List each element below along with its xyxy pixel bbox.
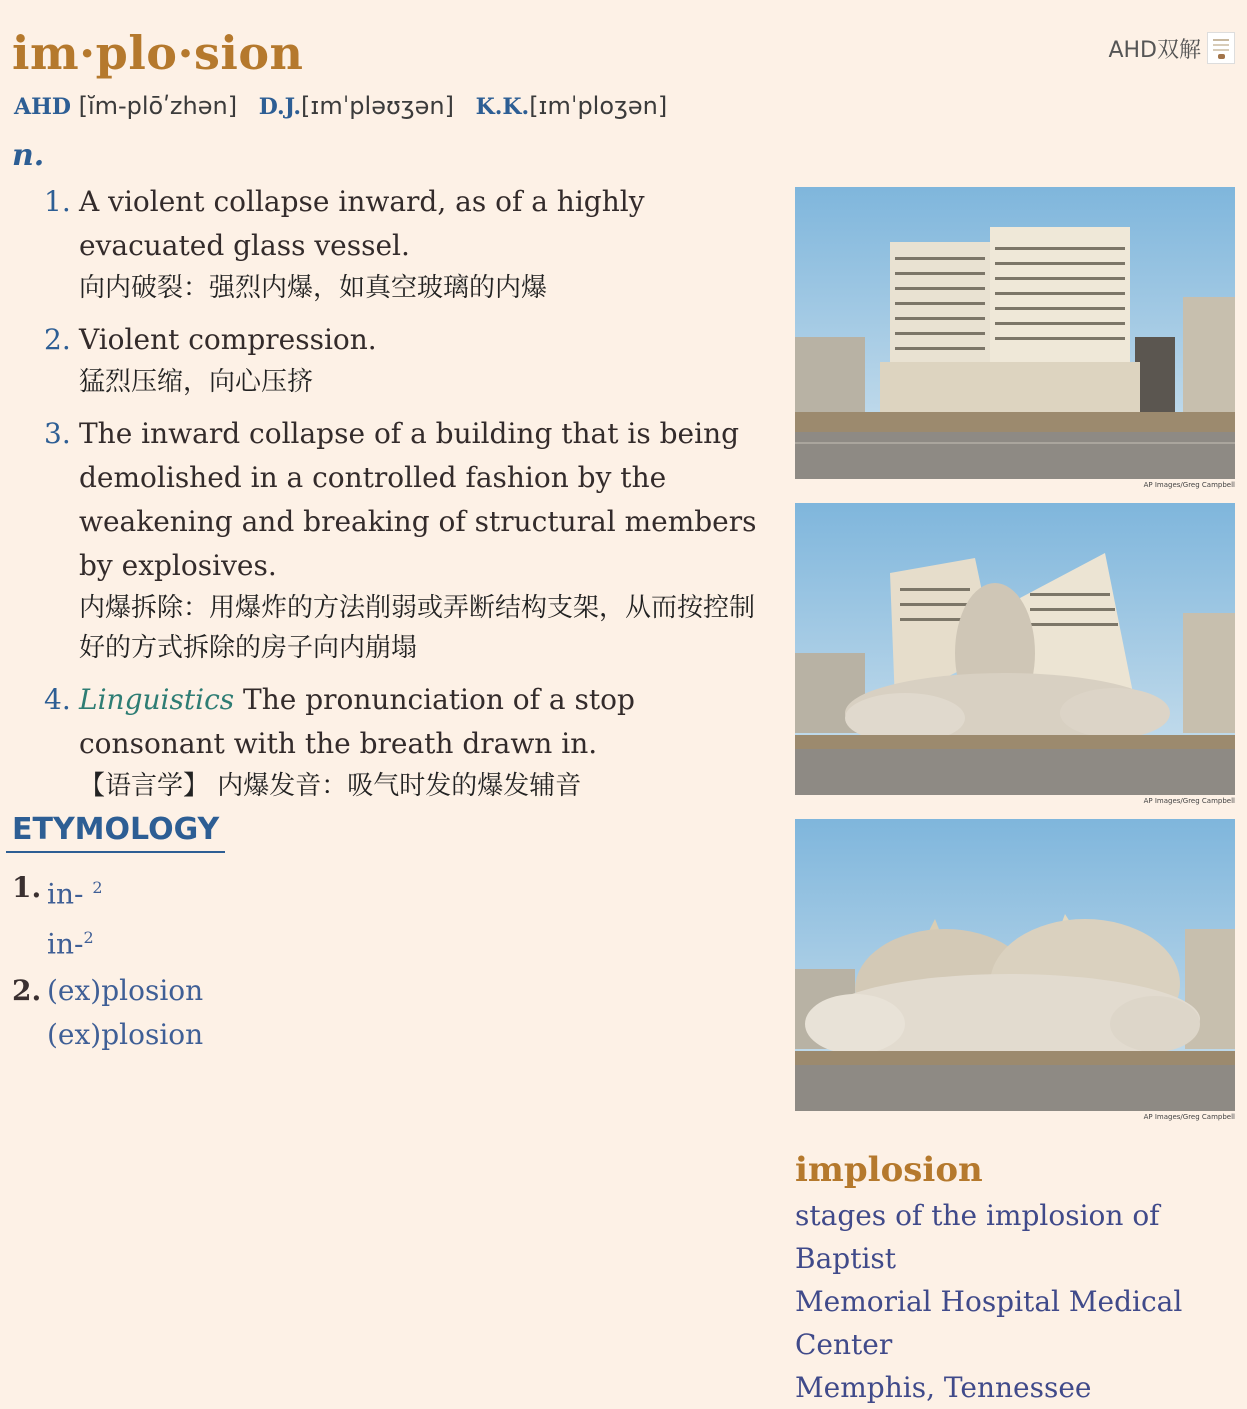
- sense-number: 2.: [44, 323, 71, 356]
- sense-list: [44, 180, 774, 816]
- photo-credit: AP Images/Greg Campbell: [1143, 1113, 1235, 1121]
- etymology-item: [12, 866, 203, 967]
- headword: im·plo·sion: [12, 26, 304, 80]
- image-caption: [795, 1150, 1235, 1409]
- part-of-speech: n.: [12, 138, 45, 173]
- pron-ahd: [ĭm-plōʹzhən]: [78, 92, 238, 120]
- etymology-number: 2.: [12, 973, 42, 1007]
- etymology-heading: ETYMOLOGY: [6, 812, 225, 853]
- pron-kk-label: K.K.: [475, 94, 530, 120]
- homograph-number: 2: [83, 928, 94, 948]
- sense-definition-text: The pronunciation of a stop consonant with the breath drawn in.: [79, 683, 635, 760]
- subject-field-label[interactable]: Linguistics: [79, 683, 235, 716]
- photo-intact-building[interactable]: [795, 187, 1235, 479]
- sense-definition: [79, 678, 774, 766]
- pron-ahd-label: AHD: [14, 94, 71, 120]
- photo-dust-cloud[interactable]: [795, 819, 1235, 1111]
- etymology-list: [12, 866, 203, 1057]
- sense-number: 4.: [44, 683, 71, 716]
- etymology-link[interactable]: (ex)plosion: [47, 973, 204, 1007]
- pron-dj: [ɪmˈpləʊʒən]: [301, 92, 454, 120]
- photo-credit: AP Images/Greg Campbell: [1143, 481, 1235, 489]
- illustration-column: [795, 187, 1235, 1135]
- source-label: AHD双解: [1108, 37, 1201, 63]
- sense-1: [44, 180, 774, 314]
- sense-translation: 猛烈压缩，向心压挤: [79, 367, 314, 397]
- sense-3: [44, 412, 774, 674]
- sense-2: [44, 318, 774, 408]
- dictionary-book-icon[interactable]: [1207, 32, 1235, 64]
- etymology-link[interactable]: [47, 916, 103, 966]
- source-badge[interactable]: [1108, 32, 1235, 64]
- caption-title: implosion: [795, 1150, 983, 1190]
- pronunciation-line: [14, 92, 667, 120]
- etymology-item: [12, 969, 203, 1057]
- photo-credit: AP Images/Greg Campbell: [1143, 797, 1235, 805]
- homograph-number: 2: [92, 878, 103, 897]
- sense-number: 3.: [44, 417, 71, 450]
- caption-line: Memphis, Tennessee: [795, 1371, 1092, 1404]
- sense-number: 1.: [44, 185, 71, 218]
- pron-kk: [ɪmˈploʒən]: [529, 92, 668, 120]
- photo-collapsing-building[interactable]: [795, 503, 1235, 795]
- sense-translation: 【语言学】 内爆发音：吸气时发的爆发辅音: [79, 771, 582, 801]
- etymology-link[interactable]: [47, 866, 103, 916]
- sense-4: [44, 678, 774, 812]
- etymology-link[interactable]: (ex)plosion: [47, 1017, 204, 1051]
- pron-dj-label: D.J.: [258, 94, 302, 120]
- sense-definition: Violent compression.: [79, 323, 377, 356]
- caption-line: stages of the implosion of Baptist: [795, 1199, 1160, 1275]
- sense-definition: The inward collapse of a building that is being demolished in a controlled fashion by the weakening and breaking of structural members by explosives.: [79, 417, 757, 582]
- sense-translation: 内爆拆除：用爆炸的方法削弱或弄断结构支架，从而按控制好的方式拆除的房子向内崩塌: [79, 593, 756, 663]
- etymology-morpheme[interactable]: in-: [47, 927, 84, 961]
- sense-translation: 向内破裂：强烈内爆，如真空玻璃的内爆: [79, 273, 548, 303]
- etymology-morpheme[interactable]: in-: [47, 877, 84, 911]
- caption-line: Center: [795, 1328, 893, 1361]
- caption-line: Memorial Hospital Medical: [795, 1285, 1183, 1318]
- sense-definition: A violent collapse inward, as of a highly evacuated glass vessel.: [79, 185, 645, 262]
- etymology-number: 1.: [12, 871, 42, 904]
